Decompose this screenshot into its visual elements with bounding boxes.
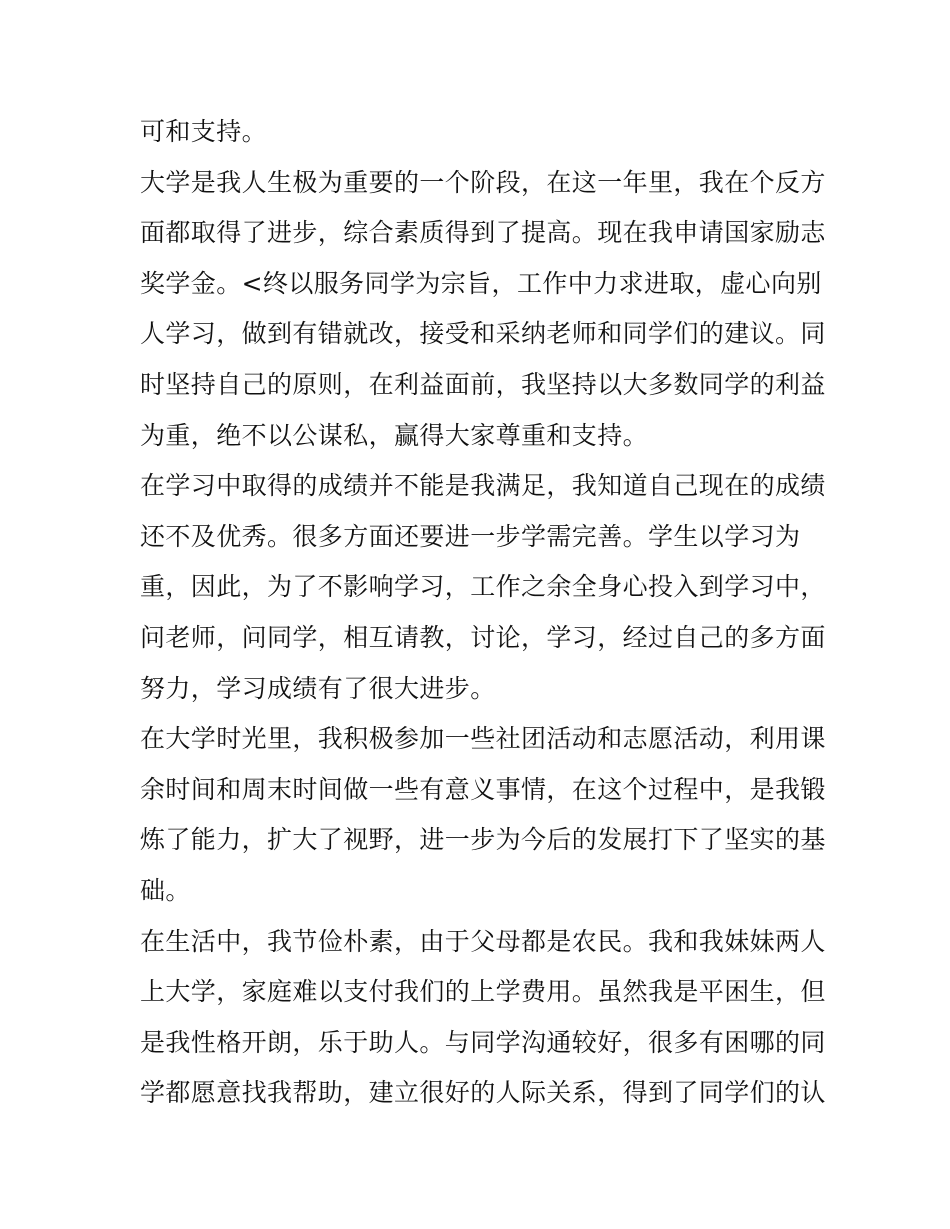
text-line: 在大学时光里，我积极参加一些社团活动和志愿活动，利用课 xyxy=(140,724,826,754)
text-line: 是我性格开朗，乐于助人。与同学沟通较好，很多有困哪的同 xyxy=(140,1027,826,1057)
text-line: 重，因此，为了不影响学习，工作之余全身心投入到学习中， xyxy=(140,572,826,602)
text-line: 上大学，家庭难以支付我们的上学费用。虽然我是平困生，但 xyxy=(140,977,826,1007)
text-line: 学都愿意找我帮助，建立很好的人际关系，得到了同学们的认 xyxy=(140,1078,826,1108)
text-line: 奖学金。<终以服务同学为宗旨，工作中力求进取，虚心向别 xyxy=(140,268,822,298)
text-line: 面都取得了进步，综合素质得到了提高。现在我申请国家励志 xyxy=(140,218,826,248)
text-line: 问老师，问同学，相互请教，讨论，学习，经过自己的多方面 xyxy=(140,622,826,652)
text-line: 在学习中取得的成绩并不能是我满足，我知道自己现在的成绩 xyxy=(140,471,826,501)
text-line: 在生活中，我节俭朴素，由于父母都是农民。我和我妹妹两人 xyxy=(140,926,826,956)
text-line: 还不及优秀。很多方面还要进一步学需完善。学生以学习为 xyxy=(140,521,801,551)
text-line: 础。 xyxy=(140,875,191,905)
text-line: 时坚持自己的原则，在利益面前，我坚持以大多数同学的利益 xyxy=(140,369,826,399)
body-text xyxy=(140,107,826,1119)
text-line: 大学是我人生极为重要的一个阶段，在这一年里，我在个反方 xyxy=(140,167,826,197)
text-line: 为重，绝不以公谋私，赢得大家尊重和支持。 xyxy=(140,420,649,450)
text-line: 人学习，做到有错就改，接受和采纳老师和同学们的建议。同 xyxy=(140,319,826,349)
text-line: 努力，学习成绩有了很大进步。 xyxy=(140,673,496,703)
text-line: 可和支持。 xyxy=(140,117,268,146)
text-line: 炼了能力，扩大了视野，进一步为今后的发展打下了坚实的基 xyxy=(140,825,826,855)
text-line: 余时间和周末时间做一些有意义事情，在这个过程中，是我锻 xyxy=(140,774,826,804)
